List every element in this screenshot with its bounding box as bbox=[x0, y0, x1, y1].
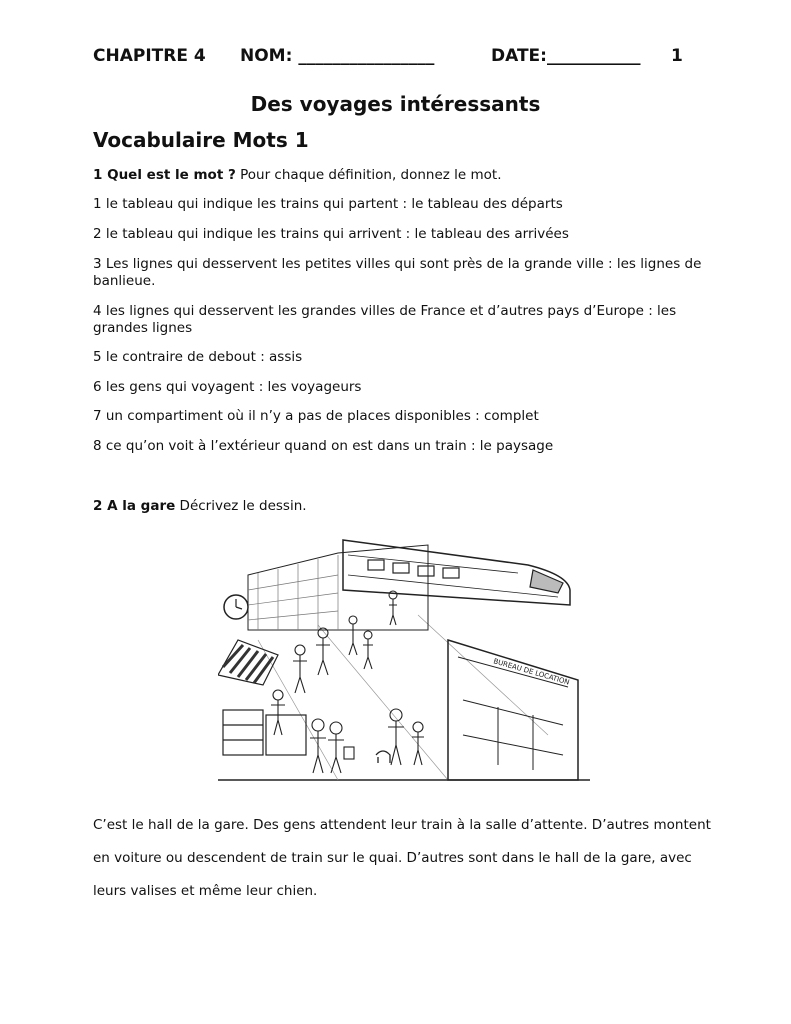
date-field: DATE:___________ bbox=[491, 46, 641, 66]
list-item: 4 les lignes qui desservent les grandes villes de France et d’autres pays d’Europe : les grandes lignes bbox=[93, 303, 677, 336]
exercise-2-heading: 2 A la gare bbox=[93, 498, 176, 514]
list-item: 8 ce qu’on voit à l’extérieur quand on est dans un train : le paysage bbox=[93, 438, 554, 454]
exercise-1-prompt bbox=[93, 167, 703, 184]
name-field: NOM: ________________ bbox=[240, 46, 435, 66]
exercise-1-heading: 1 Quel est le mot ? bbox=[93, 167, 236, 183]
chapter-label: CHAPITRE 4 bbox=[93, 46, 206, 66]
page-title: Des voyages intéressants bbox=[250, 92, 541, 116]
list-item: 2 le tableau qui indique les trains qui arrivent : le tableau des arrivées bbox=[93, 226, 569, 242]
list-item: 7 un compartiment où il n’y a pas de places disponibles : complet bbox=[93, 408, 539, 424]
office-sign: BUREAU DE LOCATION bbox=[492, 657, 571, 687]
train-station-drawing bbox=[218, 535, 590, 783]
page-number: 1 bbox=[671, 46, 683, 66]
drawing-description: C’est le hall de la gare. Des gens attendent leur train à la salle d’attente. D’autres montent en voiture ou descendent de train sur le quai. D’autres sont dans le hall de la gare, avec leurs valises et même leur chien. bbox=[93, 817, 711, 899]
exercise-2-prompt bbox=[93, 498, 703, 515]
list-item: 1 le tableau qui indique les trains qui partent : le tableau des départs bbox=[93, 196, 563, 212]
section-title: Vocabulaire Mots 1 bbox=[93, 128, 309, 152]
exercise-1-instruction: Pour chaque définition, donnez le mot. bbox=[235, 167, 502, 183]
list-item: 6 les gens qui voyagent : les voyageurs bbox=[93, 379, 362, 395]
exercise-2-instruction: Décrivez le dessin. bbox=[175, 498, 307, 514]
list-item: 3 Les lignes qui desservent les petites villes qui sont près de la grande ville : les lignes de banlieue. bbox=[93, 256, 702, 289]
list-item: 5 le contraire de debout : assis bbox=[93, 349, 303, 365]
